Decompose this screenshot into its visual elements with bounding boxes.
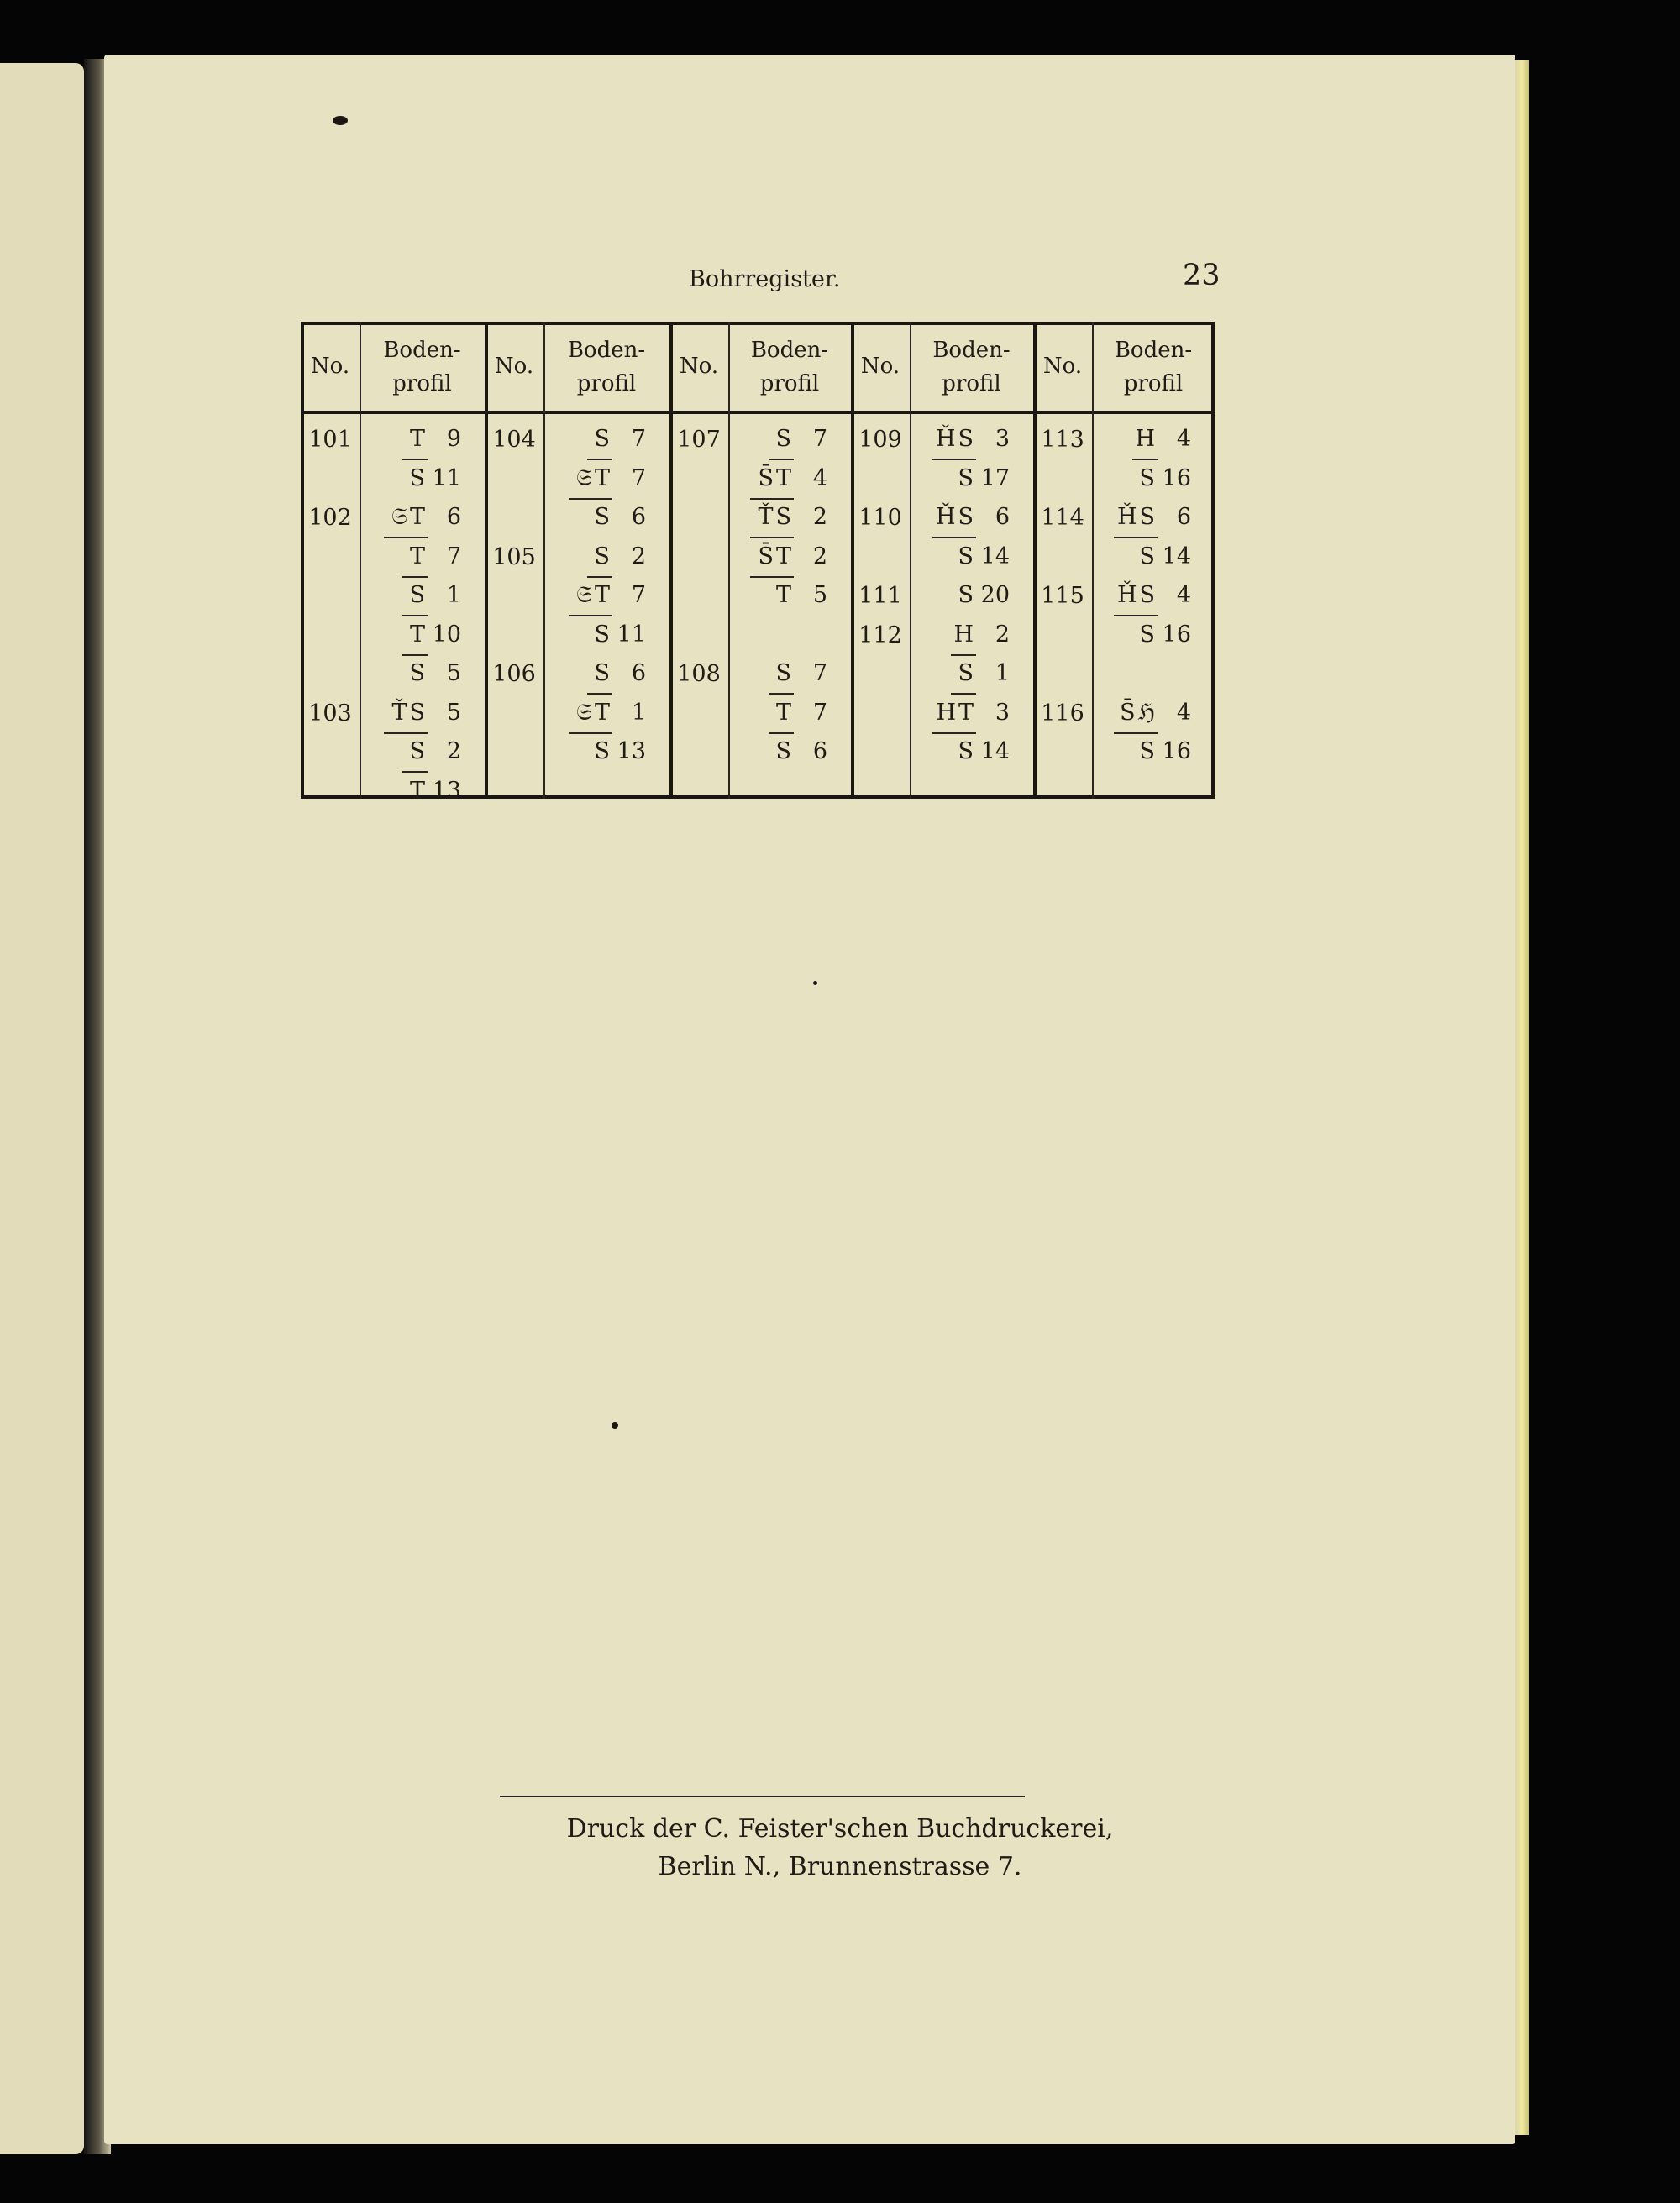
layer-thickness: 7 [631,582,646,608]
profile-layer [368,697,461,729]
soil-symbol: 𝔖T [391,504,428,530]
soil-symbol: S [409,582,428,608]
layer-thickness: 1 [631,699,646,726]
bore-number: 108 [677,661,721,687]
header-bodenprofil [1092,333,1215,401]
soil-symbol: H [1135,426,1158,452]
layer-thickness: 5 [446,699,461,726]
soil-symbol: T [409,543,428,569]
layer-thickness: 2 [446,738,461,764]
profile-layer [368,619,461,651]
layer-thickness: 4 [1176,426,1191,452]
layer-thickness: 3 [995,426,1010,452]
layer-divider [951,693,976,695]
soil-symbol: T [409,777,428,804]
layer-thickness: 7 [812,699,827,726]
layer-divider [587,576,612,578]
soil-symbol: S [775,426,794,452]
profile-layer [552,541,646,573]
soil-symbol: S [1139,621,1158,648]
profile-layer [368,501,461,533]
bore-number: 113 [1041,427,1084,453]
profile-layer [737,423,827,455]
layer-divider [951,654,976,656]
layer-thickness: 6 [446,504,461,530]
layer-thickness: 20 [980,582,1010,608]
bore-number: 104 [492,427,536,453]
profile-layer [918,463,1010,495]
profile-layer [737,580,827,611]
layer-thickness: 2 [995,621,1010,648]
profile-layer [552,463,646,495]
profile-layer [918,580,1010,611]
profile-layer [368,423,461,455]
group-divider [669,322,673,799]
header-bodenprofil-line1: Boden- [383,338,461,363]
layer-divider [569,732,612,734]
layer-divider [1114,732,1158,734]
layer-thickness: 5 [812,582,827,608]
layer-divider [384,537,428,538]
layer-thickness: 3 [995,699,1010,726]
header-bodenprofil-line2: profil [576,371,637,396]
profile-layer [1100,580,1191,611]
layer-thickness: 2 [812,504,827,530]
soil-symbol: S [594,660,612,686]
header-no: No. [679,354,719,379]
bore-number: 101 [308,427,352,453]
bore-number: 106 [492,661,536,687]
soil-symbol: 𝔖T [576,464,612,491]
layer-divider [769,459,794,460]
soil-symbol: 𝔖T [576,699,612,726]
soil-symbol: S̄T [758,543,794,569]
profile-layer [368,463,461,495]
layer-thickness: 5 [446,660,461,686]
ink-speck [813,981,817,985]
header-bodenprofil [728,333,851,401]
bore-number: 102 [308,505,352,531]
profile-layer [1100,697,1191,729]
layer-divider [587,459,612,460]
imprint-rule [500,1796,1025,1797]
layer-thickness: 14 [980,738,1010,764]
profile-layer [1100,463,1191,495]
layer-thickness: 6 [631,660,646,686]
bore-number: 112 [858,622,902,648]
soil-symbol: ŤS [758,504,794,530]
layer-divider [750,498,794,500]
profile-layer [552,423,646,455]
header-rule [301,411,1215,414]
layer-thickness: 6 [812,738,827,764]
layer-thickness: 13 [617,738,646,764]
layer-thickness: 7 [631,464,646,491]
layer-thickness: 11 [432,464,461,491]
layer-divider [1114,537,1158,538]
profile-layer [552,658,646,690]
header-no: No. [310,354,350,379]
layer-divider [384,732,428,734]
layer-thickness: 6 [631,504,646,530]
layer-thickness: 16 [1162,621,1191,648]
group-divider [851,322,854,799]
layer-divider [1114,615,1158,616]
soil-symbol: S [1139,543,1158,569]
soil-symbol: S [1139,464,1158,491]
page-number: 23 [1183,259,1221,292]
bore-number: 107 [677,427,721,453]
layer-thickness: 1 [446,582,461,608]
header-bodenprofil [910,333,1033,401]
layer-thickness: 11 [617,621,646,648]
profile-layer [368,736,461,768]
ink-speck [333,116,348,125]
layer-divider [932,732,976,734]
soil-symbol: HT [936,699,976,726]
profile-layer [368,580,461,611]
layer-thickness: 9 [446,426,461,452]
soil-symbol: S [594,543,612,569]
soil-symbol: S [1139,738,1158,764]
soil-symbol: S [958,543,976,569]
profile-layer [737,501,827,533]
soil-symbol: T [775,699,794,726]
profile-layer [368,541,461,573]
profile-layer [368,658,461,690]
layer-thickness: 7 [812,660,827,686]
profile-layer [918,501,1010,533]
imprint-line-2: Berlin N., Brunnenstrasse 7. [658,1852,1022,1881]
group-divider [1033,322,1037,799]
profile-layer [1100,736,1191,768]
layer-divider [402,459,428,460]
profile-layer [552,501,646,533]
profile-layer [368,775,461,807]
soil-symbol: ȞS [1116,582,1158,608]
bore-number: 110 [858,505,902,531]
layer-thickness: 16 [1162,464,1191,491]
soil-symbol: ȞS [935,504,976,530]
header-bodenprofil-line2: profil [392,371,452,396]
header-bodenprofil-line2: profil [942,371,1001,396]
header-bodenprofil-line1: Boden- [567,338,646,363]
profile-layer [1100,423,1191,455]
layer-thickness: 2 [812,543,827,569]
profile-layer [737,541,827,573]
profile-layer [552,619,646,651]
bore-number: 103 [308,700,352,726]
layer-divider [1132,459,1158,460]
profile-layer [737,463,827,495]
profile-layer [552,580,646,611]
soil-symbol: S [958,660,976,686]
layer-thickness: 17 [980,464,1010,491]
header-bodenprofil-line2: profil [759,371,820,396]
soil-symbol: S [594,621,612,648]
soil-symbol: S [958,582,976,608]
bore-number: 115 [1041,583,1084,609]
soil-symbol: S [775,738,794,764]
header-no: No. [494,354,534,379]
header-no: No. [860,354,900,379]
profile-layer [918,423,1010,455]
soil-symbol: S [594,426,612,452]
layer-divider [769,693,794,695]
layer-thickness: 13 [432,777,461,804]
bore-number: 105 [492,543,536,570]
layer-thickness: 6 [995,504,1010,530]
layer-thickness: 2 [631,543,646,569]
ink-speck [612,1422,618,1429]
bore-register-table [301,322,1215,804]
soil-symbol: S [409,464,428,491]
profile-layer [918,658,1010,690]
profile-layer [918,541,1010,573]
soil-symbol: H [953,621,976,648]
bore-number: 111 [858,583,902,609]
bore-number: 116 [1041,700,1084,726]
header-no: No. [1042,354,1083,379]
layer-divider [932,459,976,460]
layer-thickness: 1 [995,660,1010,686]
soil-symbol: S [409,738,428,764]
layer-divider [402,654,428,656]
soil-symbol: ŤS [391,699,428,726]
profile-layer [918,736,1010,768]
soil-symbol: S [775,660,794,686]
imprint-line-1: Druck der C. Feister'schen Buchdruckerei, [566,1814,1114,1844]
profile-layer [552,736,646,768]
soil-symbol: S [409,660,428,686]
layer-divider [402,771,428,773]
layer-thickness: 6 [1176,504,1191,530]
soil-symbol: T [409,426,428,452]
layer-divider [750,537,794,538]
layer-thickness: 7 [812,426,827,452]
running-head: Bohrregister. [689,266,841,292]
layer-thickness: 10 [432,621,461,648]
soil-symbol: S̄T [758,464,794,491]
layer-thickness: 14 [1162,543,1191,569]
profile-layer [737,658,827,690]
layer-thickness: 4 [1176,582,1191,608]
soil-symbol: S [958,464,976,491]
layer-divider [587,693,612,695]
layer-divider [569,615,612,616]
layer-thickness: 7 [446,543,461,569]
layer-divider [769,732,794,734]
layer-thickness: 4 [1176,699,1191,726]
header-bodenprofil [543,333,669,401]
soil-symbol: S [594,738,612,764]
profile-layer [737,736,827,768]
header-bodenprofil-line2: profil [1123,371,1184,396]
profile-layer [737,697,827,729]
soil-symbol: ȞS [1116,504,1158,530]
layer-divider [750,576,794,578]
soil-symbol: T [775,582,794,608]
soil-symbol: 𝔖T [576,582,612,608]
soil-symbol: S̄ℌ [1120,699,1158,726]
profile-layer [1100,501,1191,533]
bore-number: 114 [1041,505,1084,531]
soil-symbol: S [958,738,976,764]
profile-layer [552,697,646,729]
header-bodenprofil [360,333,485,401]
layer-divider [932,537,976,538]
soil-symbol: S [594,504,612,530]
header-bodenprofil-line1: Boden- [932,338,1011,363]
layer-thickness: 4 [812,464,827,491]
profile-layer [918,697,1010,729]
profile-layer [918,619,1010,651]
header-bodenprofil-line1: Boden- [1114,338,1193,363]
layer-thickness: 14 [980,543,1010,569]
profile-layer [1100,619,1191,651]
layer-thickness: 7 [631,426,646,452]
layer-divider [569,498,612,500]
soil-symbol: ȞS [935,426,976,452]
profile-layer [1100,541,1191,573]
bore-number: 109 [858,427,902,453]
layer-thickness: 16 [1162,738,1191,764]
layer-divider [402,615,428,616]
header-bodenprofil-line1: Boden- [750,338,829,363]
layer-divider [402,576,428,578]
soil-symbol: T [409,621,428,648]
